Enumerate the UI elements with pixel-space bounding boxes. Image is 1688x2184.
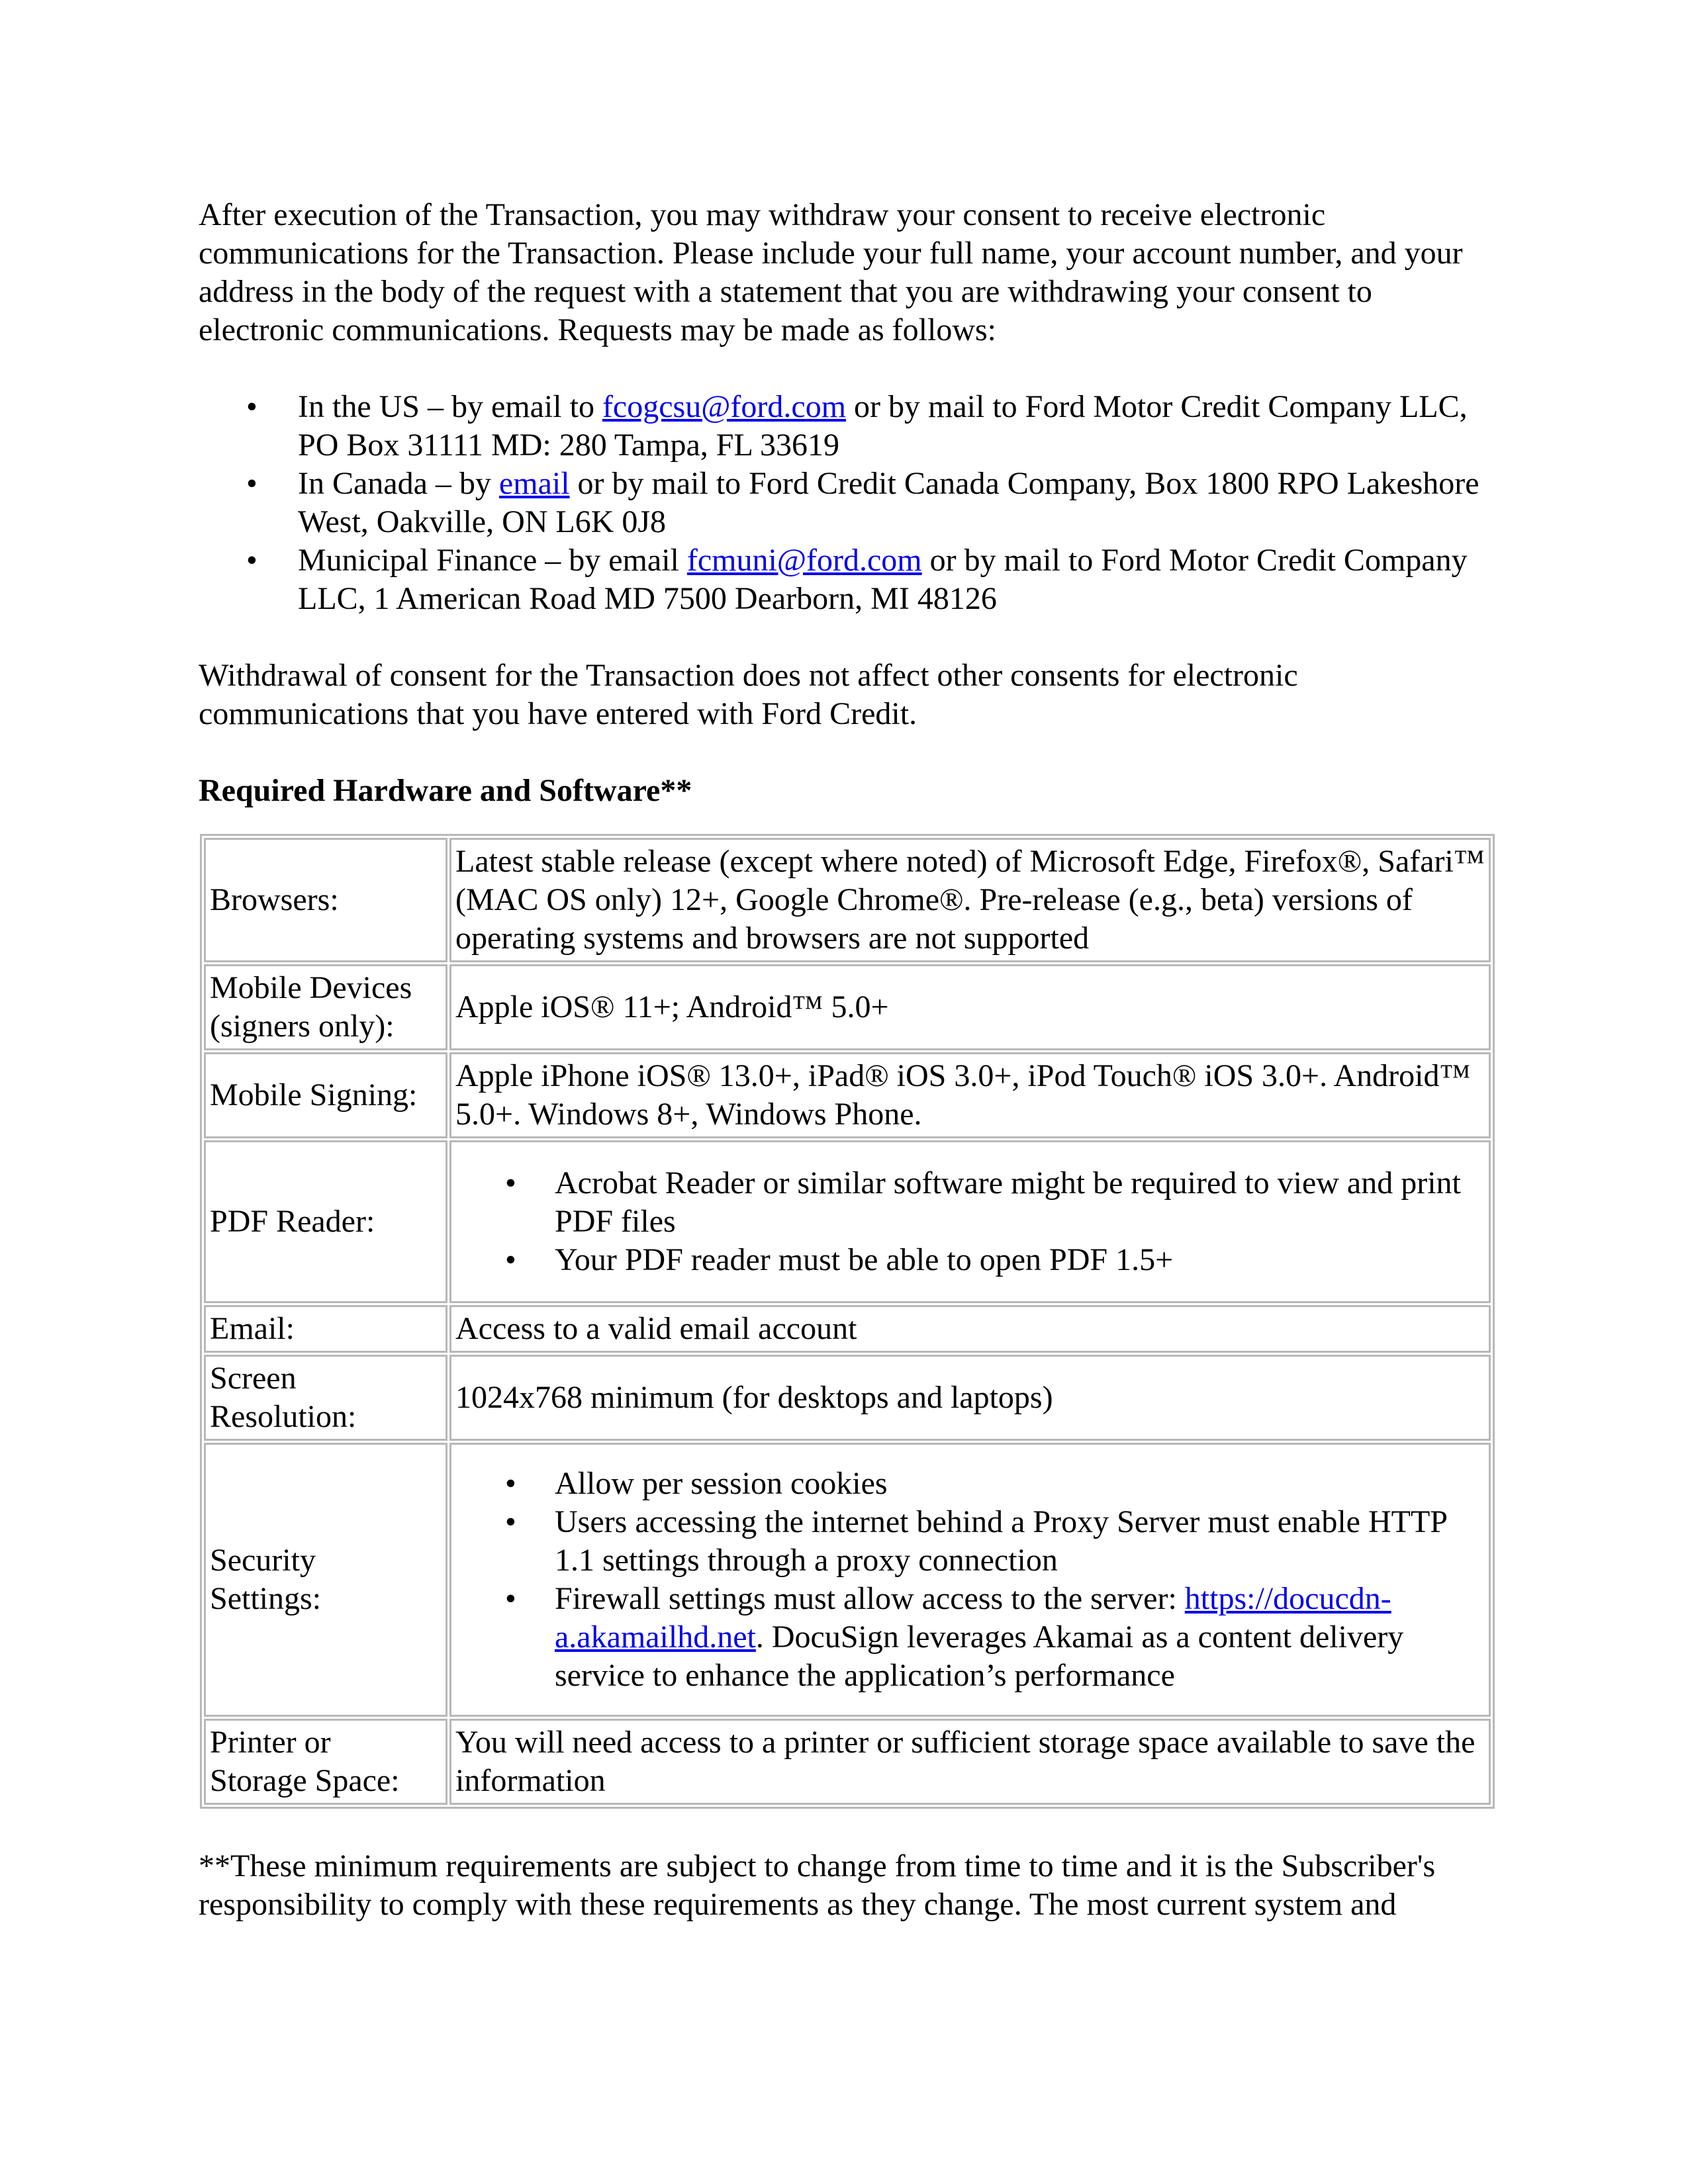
row-value-email: Access to a valid email account bbox=[449, 1305, 1491, 1353]
list-item: • Allow per session cookies bbox=[455, 1465, 1485, 1503]
security-settings-list bbox=[455, 1465, 1485, 1695]
label-line: Resolution: bbox=[210, 1399, 357, 1434]
row-label-security-settings bbox=[204, 1443, 447, 1717]
label-line: Mobile Devices bbox=[210, 970, 412, 1005]
email-link-us[interactable]: fcogcsu@ford.com bbox=[602, 389, 847, 424]
pdf-reader-list bbox=[455, 1164, 1485, 1279]
withdrawal-request-list bbox=[199, 388, 1496, 618]
row-label-pdf-reader: PDF Reader: bbox=[204, 1140, 447, 1303]
request-canada-suffix: or by mail to Ford Credit Canada Company, Box 1800 RPO Lakeshore West, Oakville, ON L6K 0J8 bbox=[298, 466, 1479, 539]
footnote-paragraph: **These minimum requirements are subject to change from time to time and it is the Subscriber's responsibility to comply with these requirements as they change. The most current system and bbox=[199, 1848, 1436, 1922]
table-row bbox=[204, 964, 1491, 1050]
row-value-screen-resolution: 1024x768 minimum (for desktops and laptops) bbox=[449, 1355, 1491, 1441]
row-label-printer-storage bbox=[204, 1719, 447, 1805]
label-line: Settings: bbox=[210, 1581, 322, 1616]
table-row bbox=[204, 1355, 1491, 1441]
table-row bbox=[204, 1305, 1491, 1353]
table-row bbox=[204, 838, 1491, 962]
list-item bbox=[455, 1580, 1485, 1695]
section-heading: Required Hardware and Software** bbox=[199, 773, 692, 808]
email-link-municipal[interactable]: fcmuni@ford.com bbox=[686, 543, 922, 578]
table-row bbox=[204, 1140, 1491, 1303]
akamai-server-link[interactable]: https://docucdn-a.akamailhd.net bbox=[555, 1581, 1391, 1655]
firewall-text-suffix: . DocuSign leverages Akamai as a content delivery service to enhance the application’s performance bbox=[555, 1619, 1404, 1693]
list-item: • Acrobat Reader or similar software might be required to view and print PDF files bbox=[455, 1164, 1485, 1241]
label-line: Storage Space: bbox=[210, 1763, 400, 1798]
label-line: Printer or bbox=[210, 1725, 331, 1760]
row-value-printer-storage: You will need access to a printer or sufficient storage space available to save the information bbox=[449, 1719, 1491, 1805]
request-municipal-prefix: Municipal Finance – by email bbox=[298, 543, 687, 578]
row-value-pdf-reader bbox=[449, 1140, 1491, 1303]
list-item bbox=[199, 465, 1496, 541]
row-label-screen-resolution bbox=[204, 1355, 447, 1441]
request-canada-prefix: In Canada – by bbox=[298, 466, 499, 501]
firewall-text-prefix: Firewall settings must allow access to the server: bbox=[555, 1581, 1185, 1616]
table-row bbox=[204, 1052, 1491, 1138]
row-label-browsers: Browsers: bbox=[204, 838, 447, 962]
list-item: • Users accessing the internet behind a Proxy Server must enable HTTP 1.1 settings through a proxy connection bbox=[455, 1503, 1485, 1580]
row-value-security-settings bbox=[449, 1443, 1491, 1717]
table-row bbox=[204, 1443, 1491, 1717]
document-page bbox=[199, 196, 1496, 1924]
table-row bbox=[204, 1719, 1491, 1805]
request-municipal-suffix: or by mail to Ford Motor Credit Company LLC, 1 American Road MD 7500 Dearborn, MI 48126 bbox=[298, 543, 1468, 616]
label-line: Screen bbox=[210, 1361, 297, 1396]
row-value-mobile-signing: Apple iPhone iOS® 13.0+, iPad® iOS 3.0+, iPod Touch® iOS 3.0+. Android™ 5.0+. Windows 8+, Windows Phone. bbox=[449, 1052, 1491, 1138]
request-us-prefix: In the US – by email to bbox=[298, 389, 602, 424]
intro-paragraph: After execution of the Transaction, you may withdraw your consent to receive electronic communications for the Transaction. Please include your full name, your account number, and your address in the body of the request with a statement that you are withdrawing your consent to electronic communications. Requests may be made as follows: bbox=[199, 197, 1463, 347]
label-line: (signers only): bbox=[210, 1009, 395, 1044]
label-line: Security bbox=[210, 1543, 316, 1578]
list-item: • Your PDF reader must be able to open PDF 1.5+ bbox=[455, 1241, 1485, 1279]
requirements-table bbox=[200, 834, 1495, 1809]
list-item bbox=[199, 388, 1496, 465]
list-item bbox=[199, 541, 1496, 618]
row-label-mobile-signing: Mobile Signing: bbox=[204, 1052, 447, 1138]
email-link-canada[interactable]: email bbox=[498, 466, 570, 501]
withdrawal-paragraph: Withdrawal of consent for the Transaction does not affect other consents for electronic communications that you have entered with Ford Credit. bbox=[199, 658, 1298, 731]
row-label-mobile-devices bbox=[204, 964, 447, 1050]
row-label-email: Email: bbox=[204, 1305, 447, 1353]
request-us-suffix: or by mail to Ford Motor Credit Company LLC, PO Box 31111 MD: 280 Tampa, FL 33619 bbox=[298, 389, 1468, 463]
row-value-browsers: Latest stable release (except where noted) of Microsoft Edge, Firefox®, Safari™ (MAC OS only) 12+, Google Chrome®. Pre-release (e.g., beta) versions of operating systems and browsers are not supported bbox=[449, 838, 1491, 962]
row-value-mobile-devices: Apple iOS® 11+; Android™ 5.0+ bbox=[449, 964, 1491, 1050]
